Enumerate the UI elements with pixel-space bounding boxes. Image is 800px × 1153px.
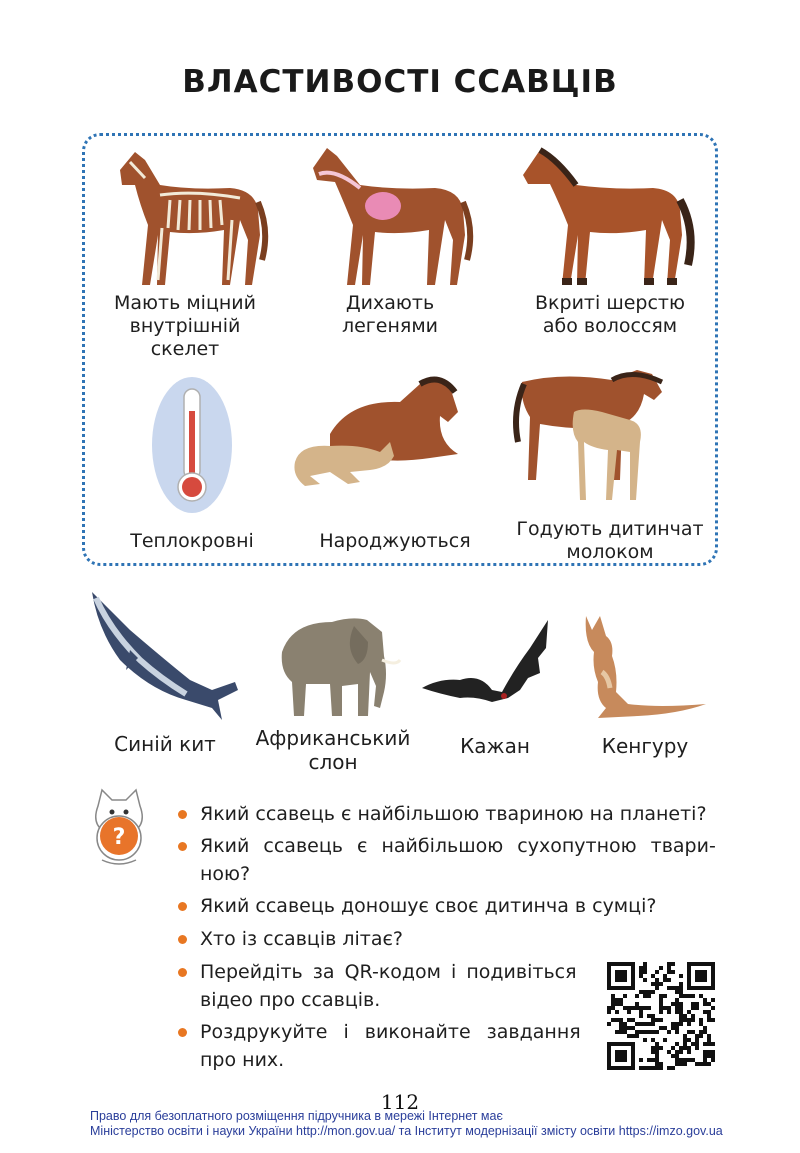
question-item — [178, 832, 745, 888]
bullet-icon — [178, 902, 187, 911]
property-label-born — [300, 530, 490, 553]
question-item — [178, 892, 745, 920]
page-title: ВЛАСТИВОСТІ ССАВЦІВ — [182, 64, 618, 100]
animal-label-line: Кажан — [460, 734, 530, 758]
qr-code-icon[interactable] — [607, 962, 715, 1070]
property-label-line: Теплокровні — [130, 530, 254, 552]
horse-skeleton-icon — [100, 140, 270, 290]
question-item — [178, 958, 615, 1014]
question-item — [178, 800, 745, 828]
property-label-warm — [112, 530, 272, 553]
question-text: ною? — [200, 863, 251, 885]
question-text: Перейдіть за QR-кодом і подивіться — [200, 961, 577, 983]
bullet-icon — [178, 968, 187, 977]
property-label-line: або волоссям — [542, 315, 678, 337]
bullet-icon — [178, 1028, 187, 1037]
bullet-icon — [178, 842, 187, 851]
elephant-icon — [272, 612, 402, 720]
question-text: відео про ссавців. — [200, 989, 381, 1011]
question-text: Який ссавець є найбільшою сухопутною твари- — [200, 835, 716, 857]
cat-question-mascot-icon — [88, 786, 150, 870]
animal-label-line: Кенгуру — [601, 734, 689, 758]
kangaroo-icon — [578, 612, 708, 722]
animal-label-line: слон — [308, 750, 358, 774]
property-label-milk — [510, 518, 710, 564]
property-label-skeleton — [100, 292, 270, 361]
property-label-line: Дихають — [345, 292, 435, 314]
bullet-icon — [178, 810, 187, 819]
animal-label-elephant — [248, 726, 418, 774]
question-text: про них. — [200, 1049, 285, 1071]
mare-nursing-foal-icon — [512, 362, 672, 510]
property-label-line: Годують дитинчат — [516, 518, 704, 540]
footer-line-1: Право для безоплатного розміщення підручника в мережі Інтернет має — [90, 1109, 503, 1123]
property-label-line: молоком — [566, 541, 654, 563]
property-label-line: Мають міцний — [114, 292, 256, 314]
svg-text:?: ? — [112, 825, 126, 850]
animal-label-kangaroo — [580, 734, 710, 758]
animal-label-bat — [430, 734, 560, 758]
animal-label-whale — [100, 732, 230, 756]
animal-label-line: Синій кит — [114, 732, 216, 756]
property-label-line: внутрішній скелет — [129, 315, 241, 360]
horse-lungs-icon — [305, 140, 475, 290]
question-text: Який ссавець доношує своє дитинча в сумці? — [200, 895, 657, 917]
property-label-fur — [525, 292, 695, 338]
thermometer-icon — [150, 375, 234, 515]
question-text: Який ссавець є найбільшою твариною на планеті? — [200, 803, 707, 825]
bullet-icon — [178, 935, 187, 944]
property-label-lungs — [305, 292, 475, 338]
question-item — [178, 1018, 615, 1074]
animal-label-line: Африканський — [255, 726, 411, 750]
property-label-line: Народжуються — [319, 530, 471, 552]
question-item — [178, 925, 745, 953]
bat-icon — [420, 618, 555, 708]
footer-line-2: Міністерство освіти і науки України http://mon.gov.ua/ та Інститут модернізації змісту освіти https://imzo.gov.ua — [90, 1124, 723, 1138]
property-label-line: Вкриті шерстю — [535, 292, 685, 314]
question-text: Хто із ссавців літає? — [200, 928, 403, 950]
property-label-line: легенями — [341, 315, 439, 337]
blue-whale-icon — [90, 590, 245, 725]
mare-with-foal-lying-icon — [290, 372, 475, 497]
page-number: 112 — [380, 1090, 420, 1114]
question-text: Роздрукуйте і виконайте завдання — [200, 1021, 581, 1043]
horse-fur-icon — [518, 140, 698, 290]
